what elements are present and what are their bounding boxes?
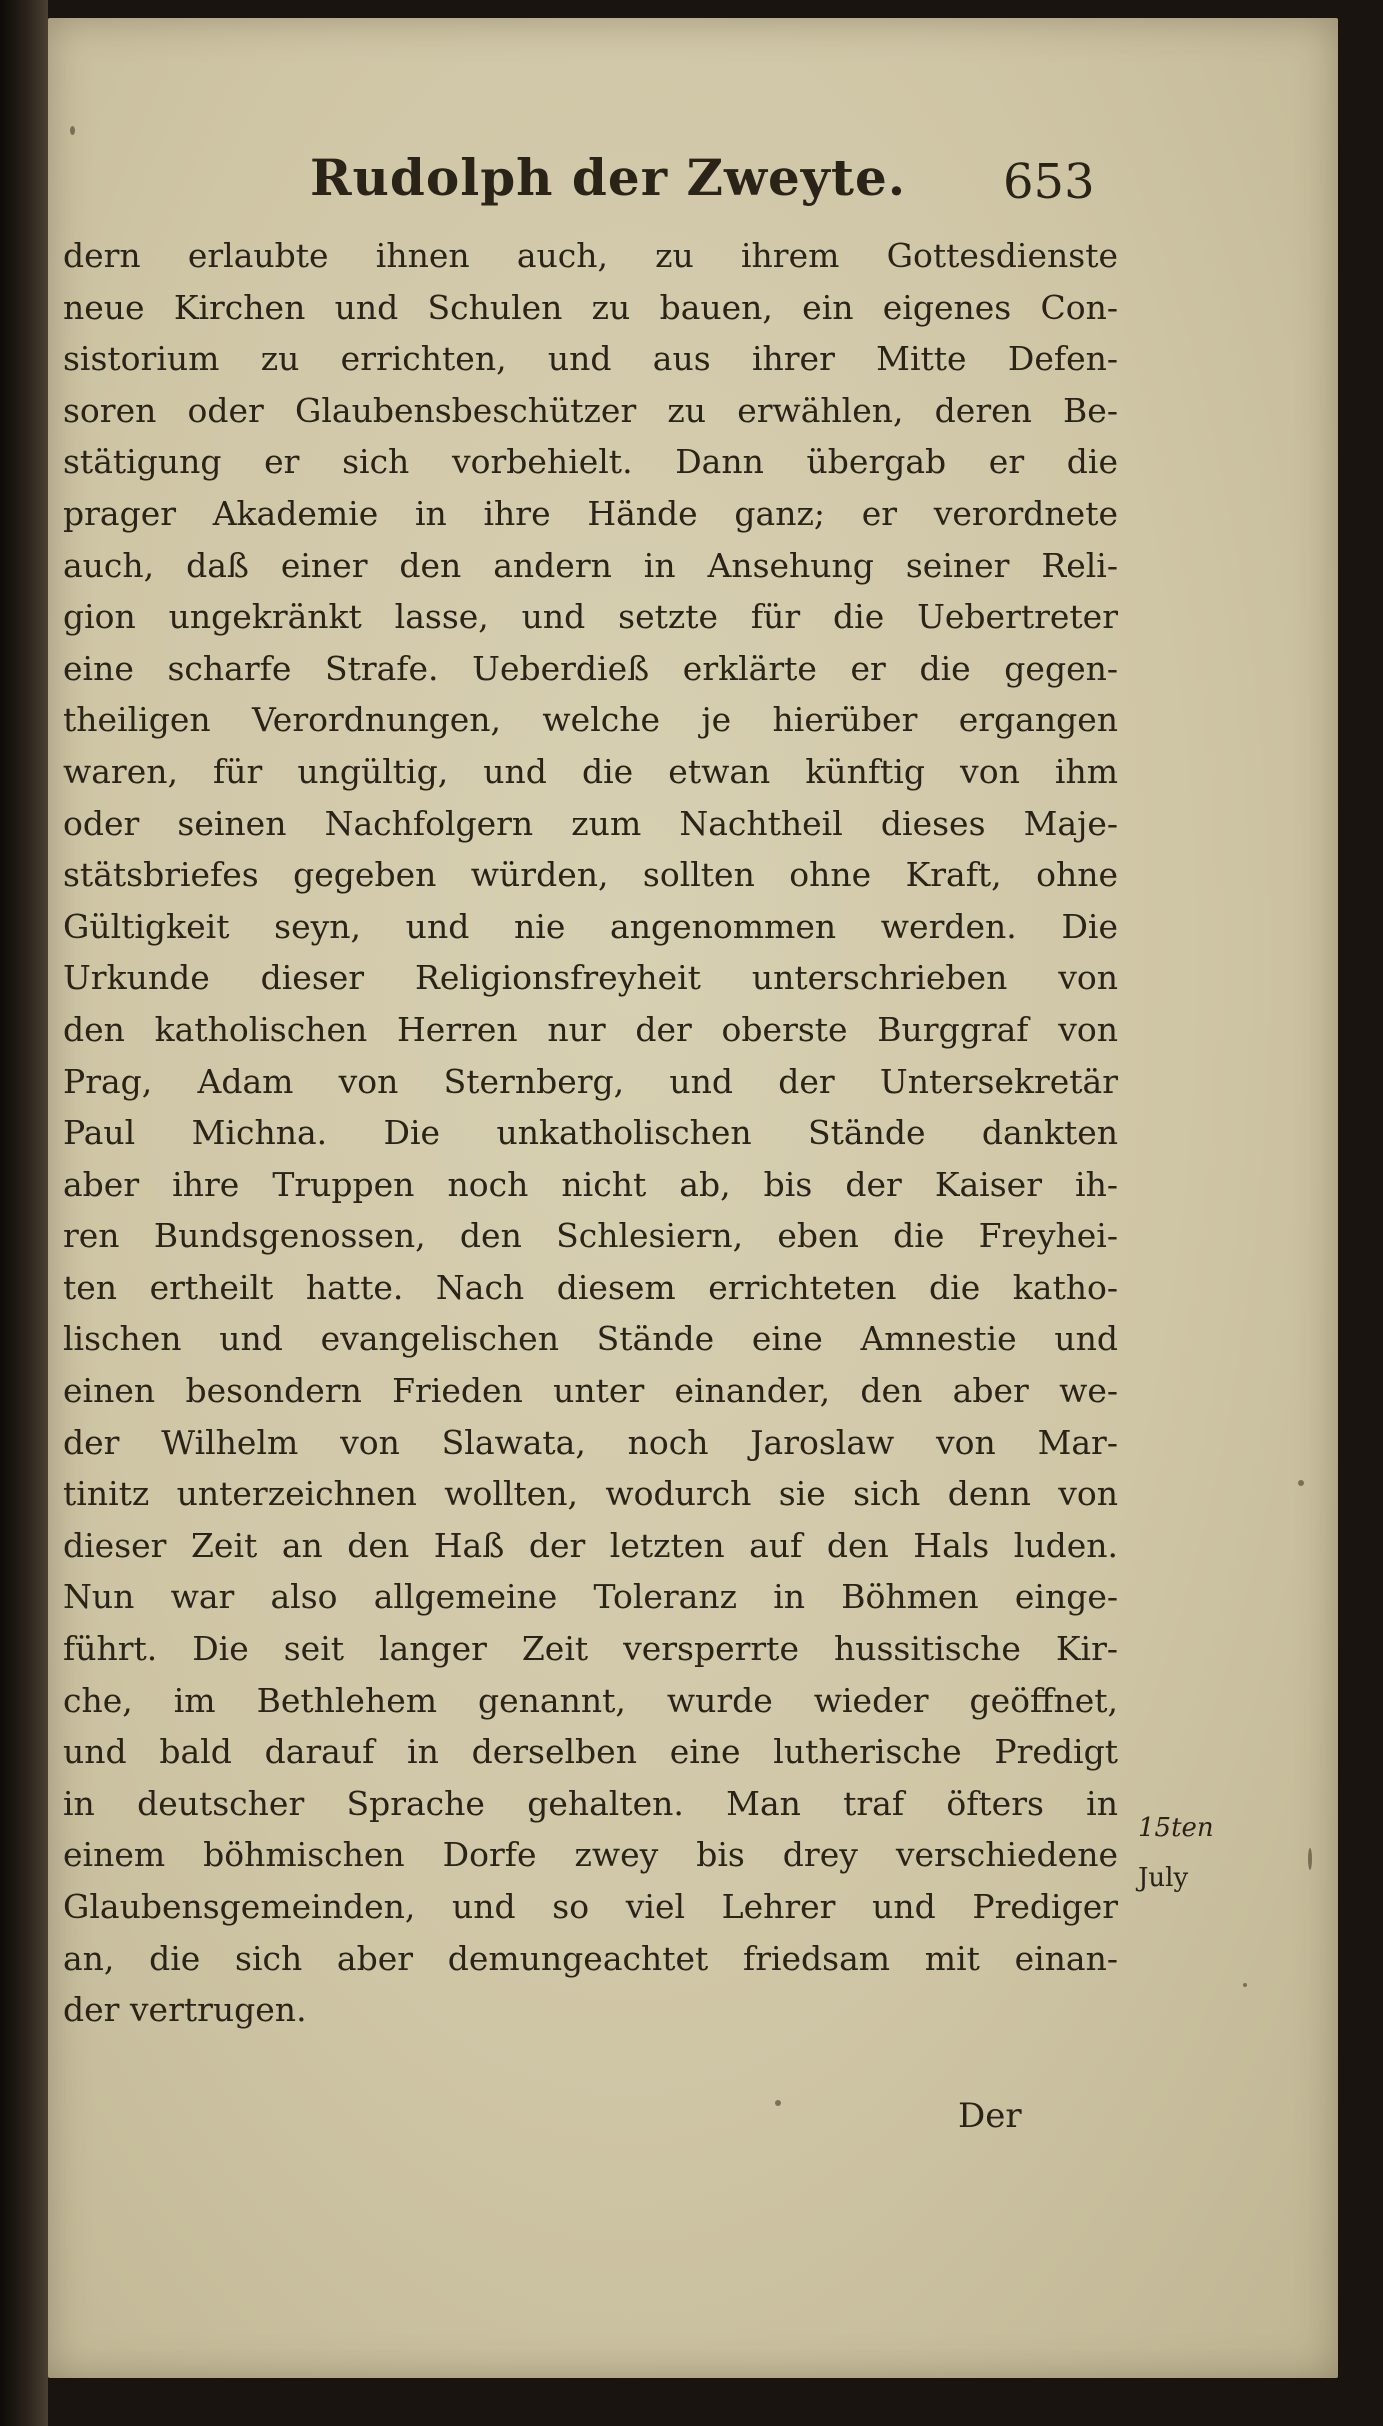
text-line: prager Akademie in ihre Hände ganz; er verordnete <box>63 493 1118 533</box>
text-line: ren Bundsgenossen, den Schlesiern, eben die Freyhei- <box>63 1216 1118 1256</box>
text-line: ten ertheilt hatte. Nach diesem errichteten die katho- <box>63 1267 1118 1307</box>
text-line: den katholischen Herren nur der oberste Burggraf von <box>63 1009 1118 1049</box>
text-line: an, die sich aber demungeachtet friedsam mit einan- <box>63 1938 1118 1978</box>
text-line: Urkunde dieser Religionsfreyheit unterschrieben von <box>63 958 1118 998</box>
margin-note-month: July <box>1138 1863 1189 1893</box>
text-line: che, im Bethlehem genannt, wurde wieder geöffnet, <box>63 1680 1118 1720</box>
text-line: stätsbriefes gegeben würden, sollten ohne Kraft, ohne <box>63 855 1118 895</box>
text-line: führt. Die seit langer Zeit versperrte hussitische Kir- <box>63 1629 1118 1669</box>
catchword: Der <box>958 2096 1022 2136</box>
text-line: dieser Zeit an den Haß der letzten auf den Hals luden. <box>63 1525 1118 1565</box>
text-line: der Wilhelm von Slawata, noch Jaroslaw von Mar- <box>63 1422 1118 1462</box>
text-line: auch, daß einer den andern in Ansehung seiner Reli- <box>63 545 1118 585</box>
body-text <box>63 230 1118 2036</box>
paper-speck <box>70 126 75 135</box>
text-line: aber ihre Truppen noch nicht ab, bis der Kaiser ih- <box>63 1164 1118 1204</box>
paper-speck <box>1308 1848 1312 1870</box>
text-line: soren oder Glaubensbeschützer zu erwählen, deren Be- <box>63 390 1118 430</box>
page-header <box>48 148 1338 218</box>
text-line: einem böhmischen Dorfe zwey bis drey verschiedene <box>63 1835 1118 1875</box>
text-line: theiligen Verordnungen, welche je hierüber ergangen <box>63 700 1118 740</box>
book-spine-edge <box>0 0 48 2426</box>
text-line: oder seinen Nachfolgern zum Nachtheil dieses Maje- <box>63 803 1118 843</box>
text-line: Nun war also allgemeine Toleranz in Böhmen einge- <box>63 1577 1118 1617</box>
paper-speck <box>775 2100 781 2106</box>
text-line: Paul Michna. Die unkatholischen Stände dankten <box>63 1113 1118 1153</box>
text-line: Prag, Adam von Sternberg, und der Untersekretär <box>63 1061 1118 1101</box>
text-line: lischen und evangelischen Stände eine Amnestie und <box>63 1319 1118 1359</box>
margin-note-day: 15ten <box>1138 1813 1214 1843</box>
text-line: eine scharfe Strafe. Ueberdieß erklärte er die gegen- <box>63 648 1118 688</box>
text-line: tinitz unterzeichnen wollten, wodurch sie sich denn von <box>63 1474 1118 1514</box>
text-line: Glaubensgemeinden, und so viel Lehrer und Prediger <box>63 1887 1118 1926</box>
text-line-last: der vertrugen. <box>63 1990 307 2030</box>
text-line: dern erlaubte ihnen auch, zu ihrem Gottesdienste <box>63 236 1118 275</box>
paper-speck <box>1298 1480 1304 1486</box>
text-line: und bald darauf in derselben eine lutherische Predigt <box>63 1732 1118 1772</box>
running-title: Rudolph der Zweyte. <box>310 148 907 207</box>
text-line: waren, für ungültig, und die etwan künftig von ihm <box>63 751 1118 791</box>
paper-speck <box>1243 1983 1247 1987</box>
text-line: stätigung er sich vorbehielt. Dann übergab er die <box>63 442 1118 482</box>
text-line: sistorium zu errichten, und aus ihrer Mitte Defen- <box>63 339 1118 379</box>
text-line: einen besondern Frieden unter einander, den aber we- <box>63 1371 1118 1411</box>
page-sheet <box>48 18 1338 2378</box>
text-line: Gültigkeit seyn, und nie angenommen werden. Die <box>63 906 1118 946</box>
page-number: 653 <box>1003 154 1095 210</box>
text-line: gion ungekränkt lasse, und setzte für die Uebertreter <box>63 597 1118 637</box>
text-line: in deutscher Sprache gehalten. Man traf öfters in <box>63 1783 1118 1823</box>
text-line: neue Kirchen und Schulen zu bauen, ein eigenes Con- <box>63 287 1118 327</box>
